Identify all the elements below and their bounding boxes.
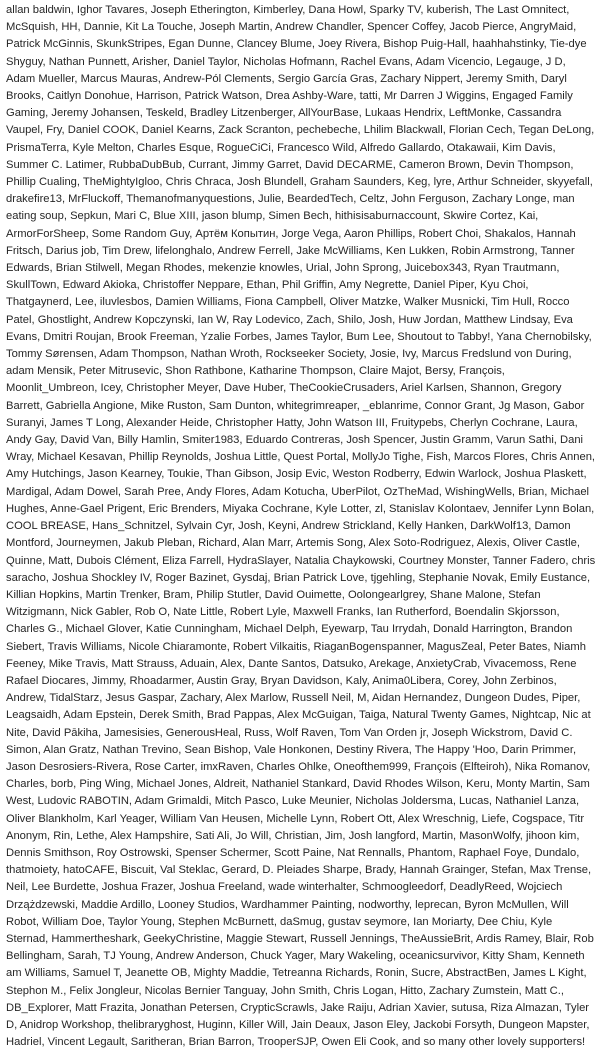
supporter-credits-text: allan baldwin, Ighor Tavares, Joseph Etherington, Kimberley, Dana Howl, Sparky TV, kuberish, The Last Omnitect, McSquish, HH, Dannie, Kit La Touche, Joseph Martin, Andrew Chandler, Spencer Coffey, Jacob Pierce, AngryMaid, Patrick McGinnis, SkunkStripes, Egan Dunne, Clancey Blume, Joey Rivera, Bishop Puig-Hall, haahhahstinky, Tie-dye Shyguy, Nathan Punnett, Arisher, Daniel Taylor, Nicholas Hofmann, Rachel Evans, Adam Vicencio, Legauge, J D, Adam Mueller, Marcus Mauras, Andrew-Pól Clements, Sergio García Gras, Zachary Nippert, Jeremy Smith, Daryl Brooks, Caitlyn Donohue, Harrison, Patrick Watson, Drea Ashby-Ware, tatti, Mr Darren J Wiggins, Engaged Family Gaming, Jeremy Johansen, Teskeld, Bradley Litzenberger, AllYourBase, Lukaas Hendrix, LeftMonke, Cassandra Vaupel, Fry, Daniel COOK, Daniel Kearns, Zack Scranton, pechebeche, Lhilim Blackwall, Florian Cech, Tegan DeLong, PrismaTerra, Kyle Melton, Charles Esque, RogueCiCi, Francesco Wild, Alfredo Gallardo, Otakawaii, Kim Davis, Summer C. Latimer, RubbaDubBub, Currant, Jimmy Garret, David DECARME, Cameron Brown, Devin Thompson, Phillip Cualing, TheMightyIgloo, Chris Chraca, Josh Blundell, Graham Saunders, Keg, lyre, Arthur Schneider, skyyefall, drakefire13, MrFluckoff, Themanofmanyquestions, Julie, BeardedTech, Celtz, John Ferguson, Zachary Longe, man eating soup, Sepkun, Mari C, Blue XIII, jason blump, Simen Bech, hithisisaburnaccount, Skwire Cortez, Kai, ArmorForSheep, Some Random Guy, Артём Копытин, Jorge Vega, Aaron Phillips, Robert Choi, Shakalos, Hannah Fritsch, Darius job, Tim Drew, lifelonghalo, Andrew Ferrell, Jake McWilliams, Ken Lukken, Robin Armstrong, Tanner Edwards, Brian Stilwell, Megan Rhodes, mekenzie knowles, Urial, John Sprong, Juicebox343, Ryan Trautmann, SkullTown, Edward Akioka, Christoffer Neppare, Ethan, Phil Griffin, Amy Negrette, Daniel Piper, Kyu Choi, Thatgaynerd, Lee, iluvlesbos, Damien Williams, Fiona Campbell, Oliver Matzke, Walker Musnicki, Tim Hull, Rocco Patel, Ghostlight, Andrew Kopczynski, Ian W, Ray Lodevico, Zach, Shilo, Josh, Huw Jordan, Matthew Lindsay, Eva Evans, Dmitri Roujan, Brook Freeman, Yzalie Forbes, James Taylor, Bum Lee, Shoutout to Tabby!, Yana Chernobilsky, Tommy Sørensen, Adam Thompson, Nathan Wroth, Rockseeker Society, Josie, Ivy, Marcus Fredslund von During, adam Mensik, Peter Mitrusevic, Shon Rathbone, Katharine Thompson, Claire Majot, Bersy, François, Moonlit_Umbreon, Icey, Christopher Meyer, Dave Huber, TheCookieCrusaders, Ariel Karlsen, Shannon, Gregory Barrett, Gabriella Angione, Mike Ruston, Sam Dunton, whitegrimreaper, _eblanrime, Connor Grant, Jg Mason, Gabor Suranyi, James T Long, Alexander Heide, Christopher Hatty, John Watson III, Fruitypebs, Cherlyn Cochrane, Laura, Andy Gay, David Van, Billy Hamlin, Smiter1983, Eduardo Contreras, Josh Spencer, Justin Gramm, Varun Sathi, Dani Wray, Michael Kesavan, Phillip Reynolds, Joshua Little, Quest Portal, MollyJo Tighe, Fish, Marcos Flores, Chris Annen, Amy Hutchings, Jason Kearney, Toukie, Than Gibson, Josip Evic, Weston Rodberry, Edwin Warlock, Joshua Plaskett, Mardigal, Adam Dowel, Sarah Pree, Andy Flores, Adam Kotucha, UberPilot, OzTheMad, WishingWells, Brian, Michael Hughes, Anne-Gael Prigent, Eric Brenders, Miyaka Cochrane, Kyle Lotter, zl, Stanislav Kolontaev, Jennifer Lynn Bolan, COOL BREASE, Hans_Schnitzel, Sylvain Cyr, Josh, Keyni, Andrew Strickland, Kelly Hanken, DarkWolf13, Damon Montford, Journeymen, Jakub Pleban, Richard, Alan Marr, Artemis Song, Alex Soto-Rodriguez, Alexis, Oliver Castle, Quinne, Matt, Dubois Clément, Eliza Farrell, HydraSlayer, Natalia Chaykowski, Courtney Monster, Tanner Fadero, chris saracho, Joshua Shockley IV, Roger Bazinet, Gysdaj, Brian Patrick Love, tjgehling, Stephanie Novak, Emily Eustance, Killian Hopkins, Martin Trenker, Bram, Philip Stutler, David Ouimette, Oolongearlgrey, Shane Malone, Stefan Witzigmann, Nick Gabler, Rob O, Nate Little, Robert Lyle, Maxwell Franks, Ian Rutherford, Boendalin Skjorsson, Charles G., Michael Glover, Katie Cunningham, Michael Delph, Eyewarp, Tau Irrydah, Donald Harrington, Brandon Siebert, Travis Williams, Nicole Chiaramonte, Robert Vilkaitis, RiaganBogenspanner, MagusZeal, Peter Bates, Niamh Feeney, Mike Travis, Matt Strauss, Aduain, Alex, Dante Santos, Datsuko, Arekage, AnxietyCrab, Vivacemoss, Rene Rafael Diocares, Jimmy, Rhoadarmer, Austin Gray, Bryan Davidson, Kaly, Anima0Libera, Corey, John Zerbinos, Andrew, TidalStarz, Jesus Gaspar, Zachary, Alex Marlow, Russell Neil, M, Aidan Hernandez, Dungeon Dudes, Piper, Leagsaidh, Adam Epstein, Derek Smith, Brad Pappas, Alex McGuigan, Taiga, Natural Twenty Games, Nightcap, Nic at Nite, David Pākiha, Jamesisies, GenerousHeal, Russ, Wolf Raven, Tom Van Orden jr, Joseph Wickstrom, David C. Simon, Alan Gratz, Nathan Trevino, Sean Bishop, Vale Honkonen, Destiny Rivera, The Happy 'Hoo, Darin Primmer, Jason Desrosiers-Rivera, Rose Carter, imxRaven, Charles Ohlke, Oneofthem999, François (Elfteiroh), Nika Romanov, Charles, borb, Ping Wing, Michael Jones, Aldreit, Nathaniel Stankard, David Rhodes Wilson, Keru, Monty Martin, Sam West, Ludovic RABOTIN, Adam Grimaldi, Mitch Pasco, Luke Meunier, Nicholas Joldersma, Lucas, Nathaniel Lanza, Oliver Blankholm, Karl Yeager, William Van Heusen, Michelle Lynn, Robert Ott, Alex Wreschnig, Liefe, Cogspace, Titr Anonym, Rin, Lethe, Alex Hampshire, Sati Ali, Jo Will, Christian, Jim, Josh langford, Martin, MasonWolfy, jihoon kim, Dennis Smithson, Roy Ostrowski, Spenser Schermer, Scott Paine, Nat Rennalls, Phantom, Raphael Foye, Dundalo, thatmoiety, hatoCAFE, Biscuit, Val Steklac, Gerard, D. Pleiades Sharpe, Brady, Hannah Grainger, Stefan, Max Trense, Neil, Lee Burdette, Joshua Frazer, Joshua Freeland, wade winterhalter, Schmoogleedorf, DeadlyReed, Wojciech Drzążdzewski, Maddie Ardillo, Looney Studios, Wardhammer Painting, nodworthy, leprecan, Byron McMullen, Will Robot, William Doe, Taylor Young, Stephen McBurnett, daSmug, gustav seymore, Ian Moriarty, Dee Chiu, Kyle Sternad, Hammertheshark, GeekyChristine, Maggie Stewart, Russell Jennings, TheAussieBrit, Ardis Ramey, Blair, Rob Bellingham, Sarah, TJ Young, Andrew Anderson, Chuck Yager, Mary Wakeling, oceanicsurvivor, Kitty Sham, Kenneth am Williams, Samuel T, Jeanette OB, Mighty Maddie, Tetreanna Richards, Ronin, Sucre, AbstractBen, James L Kight, Stephon M., Felix Jongleur, Nicolas Bernier Tanguay, John Smith, Chris Logan, Hitto, Zachary Zumstein, Matt C., DB_Explorer, Matt Frazita, Jonathan Petersen, CrypticScrawls, Jake Raiju, Adrian Xavier, sutusa, Riza Almazan, Tyler D, Anidrop Workshop, thelibraryghost, Huginn, Killer Will, Jain Deaux, Jason Eley, Jackobi Forsyth, Dungeon Mapster, Hadriel, Vincent Legault, Saritheran, Brian Barron, TrooperSJP, Owen Eli Cook, and so many other lovely supporters! xyxy=(6,4,596,1049)
